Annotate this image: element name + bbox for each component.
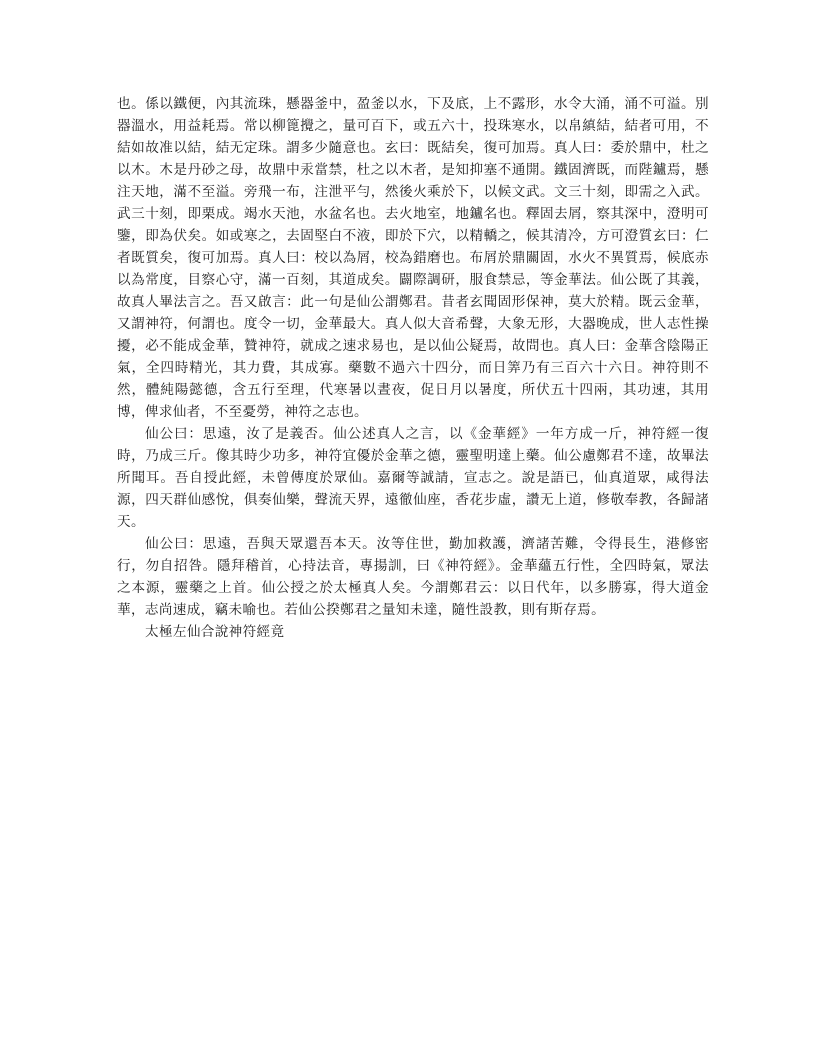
document-page <box>117 93 709 643</box>
paragraph-3: 仙公曰：思遠，吾與天眾還吾本天。汝等住世，勤加救護，濟諸苦難，令得長生，港修密行，勿自招咎。隱拜稽首，心持法音，專揚訓，曰《神符經》。金華蘊五行性，全四時氣，眾法之本源，靈藥之上首。仙公授之於太極真人矣。今謂鄭君云：以日代年，以多勝寡，得大道金華，志尚速成，竊未喻也。若仙公揆鄭君之量知未達，隨性設教，則有斯存焉。 <box>117 536 709 618</box>
paragraph-2: 仙公曰：思遠，汝了是義否。仙公述真人之言，以《金華經》一年方成一斤，神符經一復時，乃成三斤。像其時少功多，神符宜優於金華之德，靈聖明達上藥。仙公慮鄭君不達，故畢法所聞耳。吾自授此經，未曾傳度於眾仙。嘉爾等誠請，宣志之。說是語已，仙真道眾，咸得法源，四天群仙感悅，俱奏仙樂，聲流天界，遠徹仙座，香花步虛，讚无上道，修敬奉教，各歸諸天。 <box>117 426 709 530</box>
closing-line: 太極左仙合說神符經竟 <box>145 624 285 640</box>
paragraph-1: 也。係以鐵便，內其流珠，懸器釜中，盈釜以水，下及底，上不露形，水令大涌，涌不可溢。別器溫水，用益耗焉。常以柳篦攪之，量可百下，或五六十，投珠寒水，以帛縝結，結者可用，不結如故准以結，結无定珠。謂多少隨意也。玄曰：既結矣，復可加焉。真人曰：委於鼎中，杜之以木。木是丹砂之母，故鼎中汞當禁，杜之以木者，是知抑塞不通開。鐵固濟既，而陛鑪焉，懸注天地，滿不至溢。旁飛一布，注泄平勻，然後火乘於下，以候文武。文三十刻，即需之入武。武三十刻，即栗成。竭水天池，水盆名也。去火地室，地鑪名也。釋固去屑，察其深中，澄明可鑒，即為伏矣。如或寒之，去固堅白不液，即於下穴，以精轎之，候其清冷，方可澄質玄曰：仁者既質矣，復可加焉。真人曰：校以為屑，校為錯磨也。布屑於鼎關固，水火不異質焉，候底赤以為常度，目察心守，滿一百刻，其道成矣。闢際調研，服食禁忌，等金華法。仙公既了其義，故真人畢法言之。吾又啟言：此一句是仙公謂鄭君。昔者玄聞固形保神，莫大於精。既云金華，又謂神符，何謂也。度令一切，金華最大。真人似大音希聲，大象无形，大器晚成，世人志性操擾，必不能成金華，贊神符，就成之速求易也，是以仙公疑焉，故問也。真人曰：金華含陰陽正氣，全四時精光，其力費，其成寡。藥數不過六十四分，而日筭乃有三百六十六日。神符則不然，體純陽懿德，含五行至理，代寒暑以晝夜，促日月以暑度，所伏五十四兩，其功速，其用博，俾求仙者，不至憂勞，神符之志也。 <box>117 96 709 420</box>
